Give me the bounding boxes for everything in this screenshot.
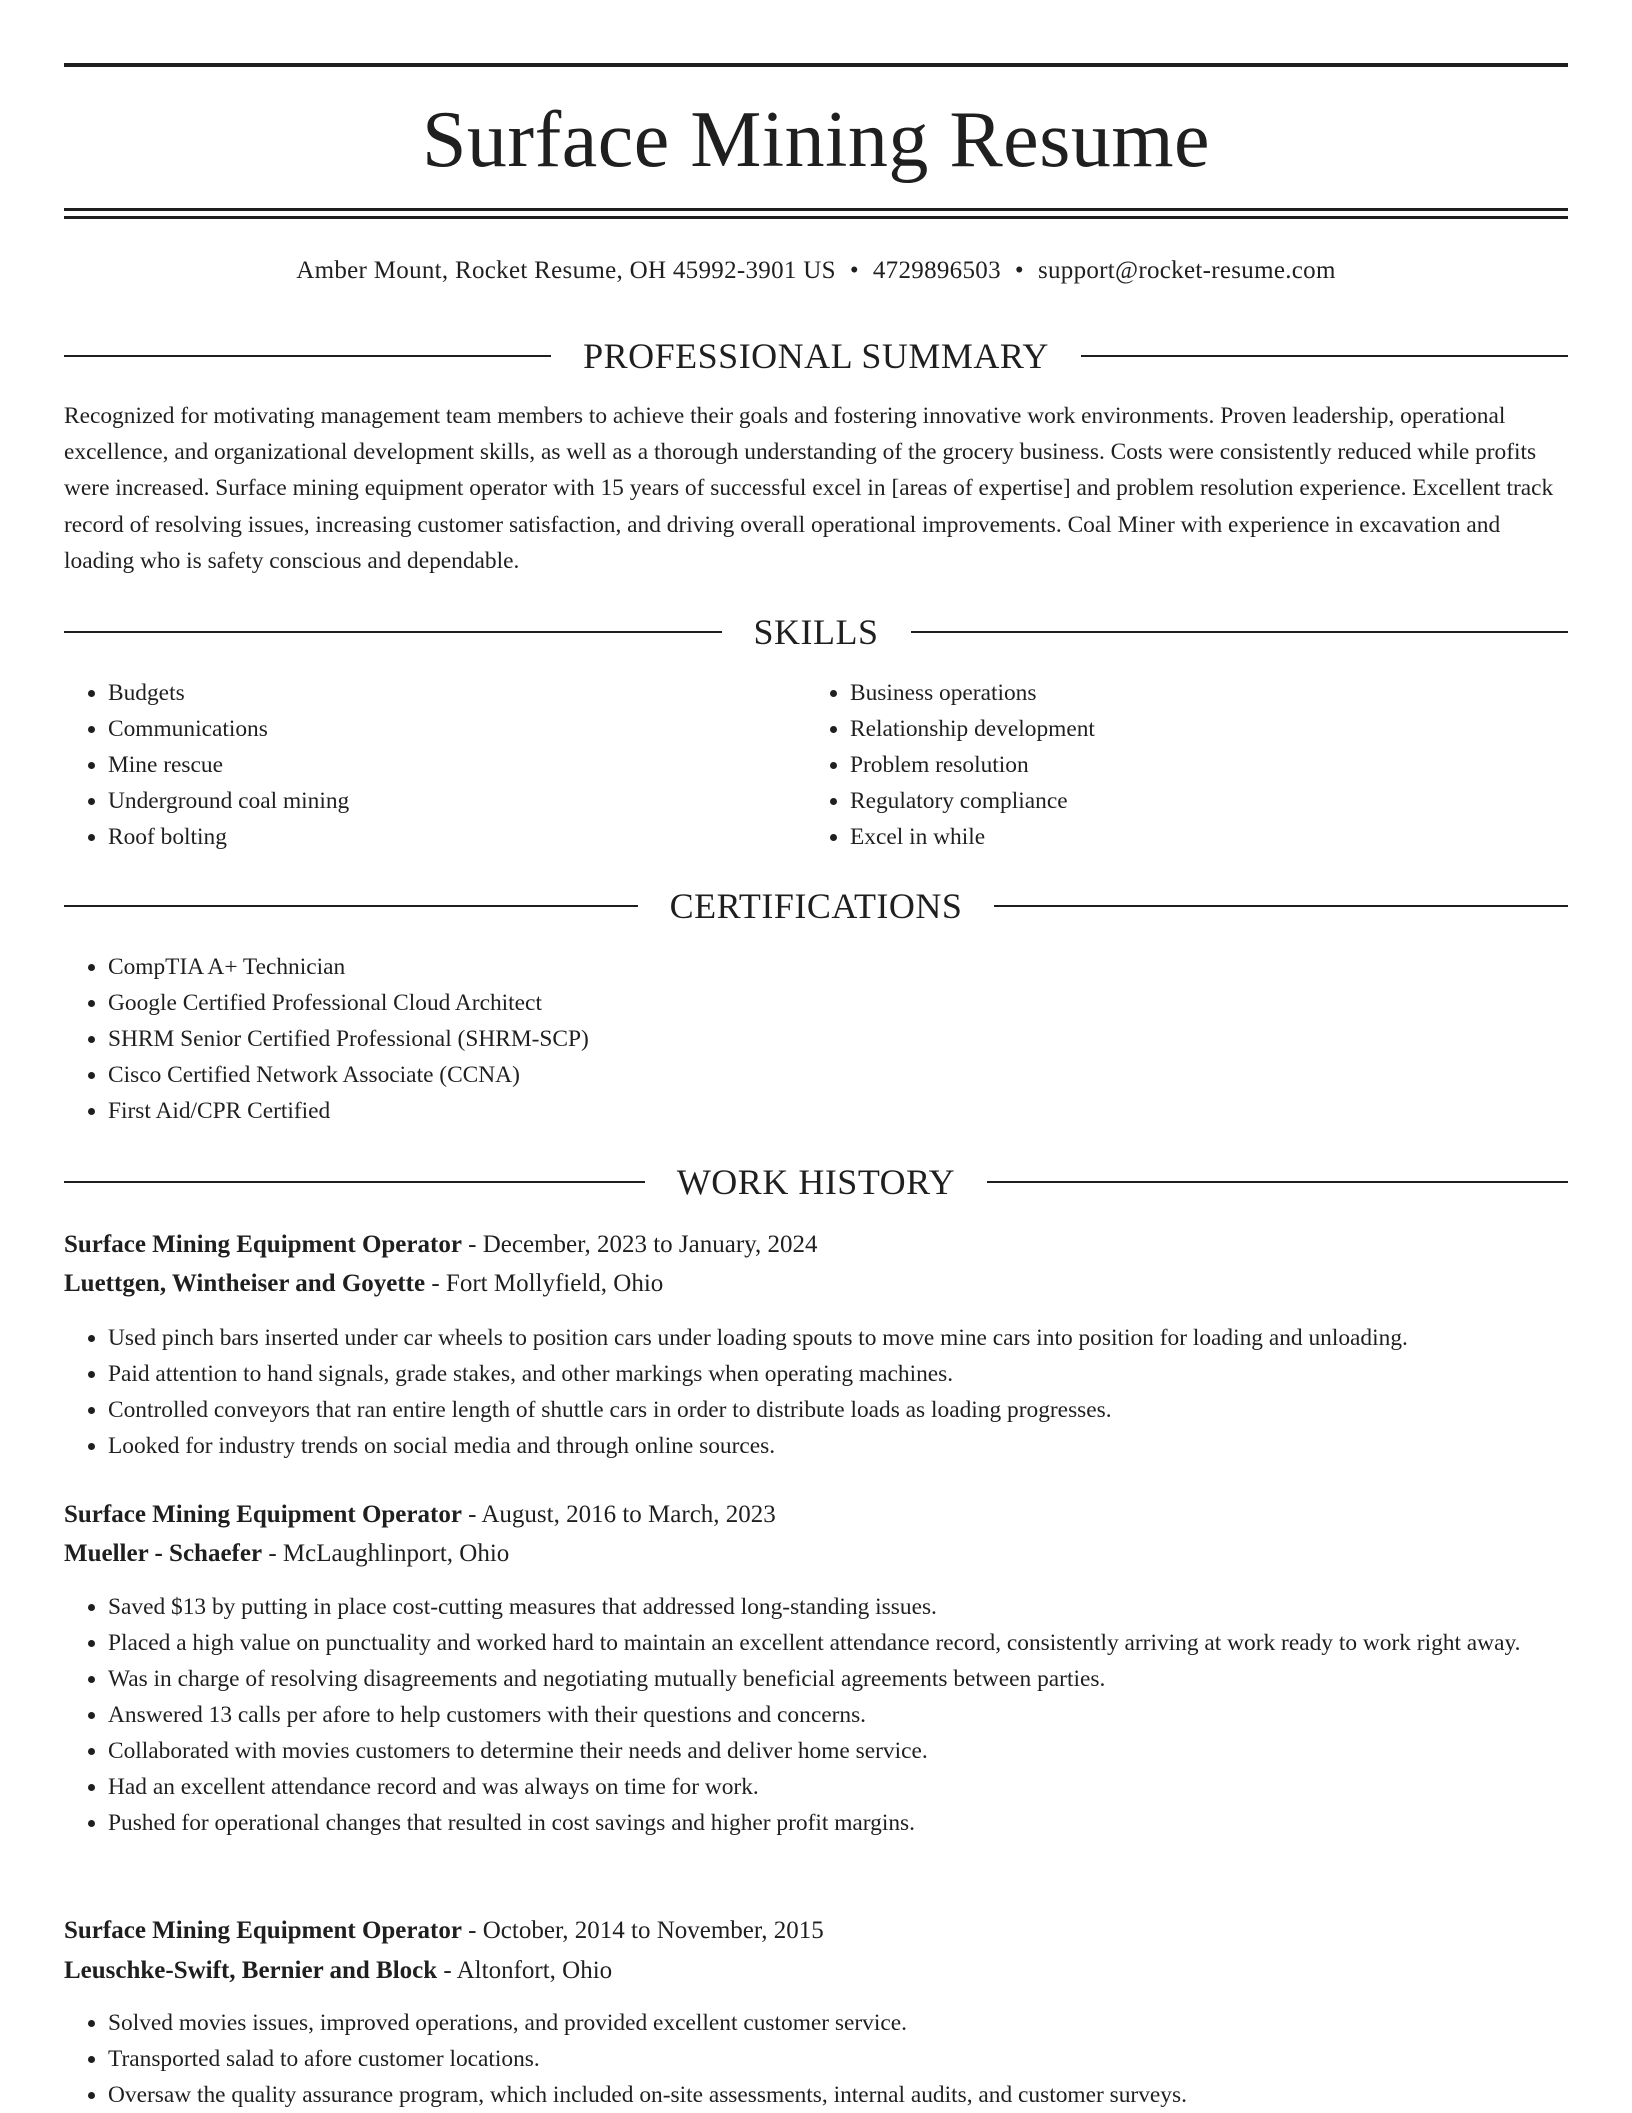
certification-item: • SHRM Senior Certified Professional (SHRM-SCP) xyxy=(108,1021,1568,1057)
certifications-list xyxy=(64,949,1568,1129)
skill-item: • Excel in while xyxy=(850,819,1550,855)
job-bullet-item: • Controlled conveyors that ran entire length of shuttle cars in order to distribute loads as loading progresses. xyxy=(108,1392,1568,1428)
job-dates: - October, 2014 to November, 2015 xyxy=(461,1917,824,1944)
job-dates: - August, 2016 to March, 2023 xyxy=(461,1501,776,1528)
job-bullet-item: • Oversaw the quality assurance program, which included on-site assessments, internal audits, and customer surveys. xyxy=(108,2077,1568,2113)
job-bullets xyxy=(64,1320,1568,1464)
skills-heading-label: SKILLS xyxy=(753,612,879,652)
heading-rule xyxy=(64,1181,645,1183)
job-bullet-item: • Paid attention to hand signals, grade stakes, and other markings when operating machines. xyxy=(108,1356,1568,1392)
certifications-heading xyxy=(64,884,1568,928)
certification-item: • Google Certified Professional Cloud Architect xyxy=(108,985,1568,1021)
skill-item: • Mine rescue xyxy=(108,747,788,783)
contact-line xyxy=(64,254,1568,288)
certification-item: • CompTIA A+ Technician xyxy=(108,949,1568,985)
job-bullets xyxy=(64,1589,1568,1841)
skill-item: • Underground coal mining xyxy=(108,783,788,819)
job-location: - Altonfort, Ohio xyxy=(437,1957,613,1984)
summary-text: Recognized for motivating management team members to achieve their goals and fostering innovative work environments. Proven leadership, operational excellence, and organizational development skills, as well as a thorough understanding of the grocery business. Costs were consistently reduced while profits were increased. Surface mining equipment operator with 15 years of successful excel in [areas of expertise] and problem resolution experience. Excellent track record of resolving issues, increasing customer satisfaction, and driving overall operational improvements. Coal Miner with experience in excavation and loading who is safety conscious and dependable. xyxy=(64,403,1554,574)
job-company: Luettgen, Wintheiser and Goyette xyxy=(64,1270,426,1297)
top-rule xyxy=(64,63,1568,67)
heading-rule xyxy=(64,355,551,357)
job-bullet-item: • Saved $13 by putting in place cost-cutting measures that addressed long-standing issues. xyxy=(108,1589,1568,1625)
job-company-line xyxy=(64,1952,612,1990)
job-bullet-item: • Solved movies issues, improved operations, and provided excellent customer service. xyxy=(108,2005,1568,2041)
contact-separator: • xyxy=(849,257,859,284)
heading-rule xyxy=(911,631,1569,633)
contact-phone: 4729896503 xyxy=(872,257,1001,284)
heading-rule xyxy=(64,631,722,633)
job-company-line xyxy=(64,1265,663,1303)
job-bullet-item: • Looked for industry trends on social media and through online sources. xyxy=(108,1428,1568,1464)
skill-item: • Communications xyxy=(108,711,788,747)
title-double-rule-lower xyxy=(64,216,1568,219)
certifications-heading-label: CERTIFICATIONS xyxy=(669,886,963,926)
contact-separator: • xyxy=(1014,257,1024,284)
job-bullet-item: • Collaborated with movies customers to determine their needs and deliver home service. xyxy=(108,1733,1568,1769)
job-title: Surface Mining Equipment Operator xyxy=(64,1917,462,1944)
job-bullet-item: • Was in charge of resolving disagreements and negotiating mutually beneficial agreements between parties. xyxy=(108,1661,1568,1697)
job-bullet-item: • Transported salad to afore customer locations. xyxy=(108,2041,1568,2077)
work-history-heading-label: WORK HISTORY xyxy=(676,1162,956,1202)
resume-title: Surface Mining Resume xyxy=(421,96,1211,184)
job-title-line xyxy=(64,1912,824,1950)
job-dates: - December, 2023 to January, 2024 xyxy=(461,1231,818,1258)
skill-item: • Regulatory compliance xyxy=(850,783,1550,819)
job-company: Mueller - Schaefer xyxy=(64,1540,263,1567)
heading-rule xyxy=(987,1181,1568,1183)
skills-heading xyxy=(64,610,1568,654)
skills-list-left xyxy=(64,675,788,855)
job-company-line xyxy=(64,1535,509,1573)
skills-list-right xyxy=(806,675,1550,855)
work-history-heading xyxy=(64,1160,1568,1204)
job-title: Surface Mining Equipment Operator xyxy=(64,1231,462,1258)
skill-item: • Relationship development xyxy=(850,711,1550,747)
skill-item: • Budgets xyxy=(108,675,788,711)
job-bullet-item: • Answered 13 calls per afore to help customers with their questions and concerns. xyxy=(108,1697,1568,1733)
job-bullet-item: • Pushed for operational changes that resulted in cost savings and higher profit margins. xyxy=(108,1805,1568,1841)
certification-item: • Cisco Certified Network Associate (CCNA) xyxy=(108,1057,1568,1093)
certification-item: • First Aid/CPR Certified xyxy=(108,1093,1568,1129)
contact-address: Amber Mount, Rocket Resume, OH 45992-3901 US xyxy=(296,257,836,284)
skill-item: • Problem resolution xyxy=(850,747,1550,783)
job-bullet-item: • Placed a high value on punctuality and worked hard to maintain an excellent attendance record, consistently arriving at work ready to work right away. xyxy=(108,1625,1568,1661)
summary-heading xyxy=(64,334,1568,378)
contact-email: support@rocket-resume.com xyxy=(1037,257,1336,284)
summary-heading-label: PROFESSIONAL SUMMARY xyxy=(583,336,1049,376)
skill-item: • Business operations xyxy=(850,675,1550,711)
skill-item: • Roof bolting xyxy=(108,819,788,855)
heading-rule xyxy=(1081,355,1568,357)
job-location: - Fort Mollyfield, Ohio xyxy=(425,1270,664,1297)
job-location: - McLaughlinport, Ohio xyxy=(262,1540,510,1567)
heading-rule xyxy=(64,905,638,907)
job-title-line xyxy=(64,1226,818,1264)
job-title: Surface Mining Equipment Operator xyxy=(64,1501,462,1528)
job-bullet-item: • Had an excellent attendance record and was always on time for work. xyxy=(108,1769,1568,1805)
job-bullet-item: • Used pinch bars inserted under car wheels to position cars under loading spouts to move mine cars into position for loading and unloading. xyxy=(108,1320,1568,1356)
job-company: Leuschke-Swift, Bernier and Block xyxy=(64,1957,438,1984)
title-double-rule-upper xyxy=(64,208,1568,211)
heading-rule xyxy=(994,905,1568,907)
job-bullets xyxy=(64,2005,1568,2113)
job-title-line xyxy=(64,1496,776,1534)
